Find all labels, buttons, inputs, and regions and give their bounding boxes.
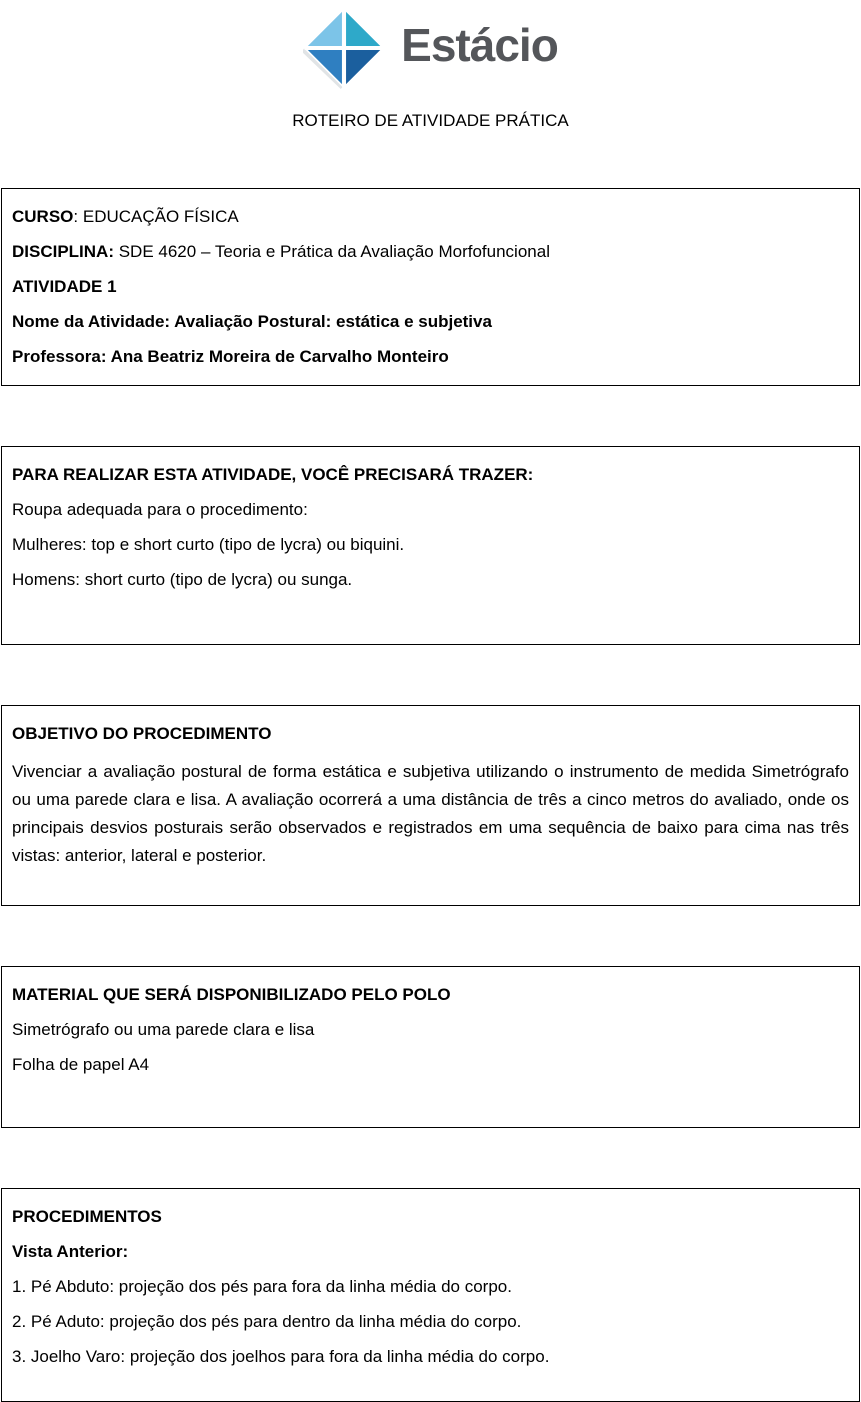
objective-box — [1, 705, 860, 906]
field-curso-value: : EDUCAÇÃO FÍSICA — [73, 207, 239, 226]
requirements-line: Homens: short curto (tipo de lycra) ou sunga. — [12, 570, 353, 589]
estacio-diamond-icon — [303, 7, 385, 89]
procedures-title: PROCEDIMENTOS — [12, 1207, 162, 1226]
field-disciplina-label: DISCIPLINA: — [12, 242, 114, 261]
field-disciplina-value: SDE 4620 – Teoria e Prática da Avaliação Morfofuncional — [114, 242, 550, 261]
requirements-box — [1, 446, 860, 645]
material-title: MATERIAL QUE SERÁ DISPONIBILIZADO PELO POLO — [12, 985, 451, 1004]
requirements-line: Mulheres: top e short curto (tipo de lycra) ou biquini. — [12, 535, 405, 554]
course-info-box — [1, 188, 860, 386]
material-box — [1, 966, 860, 1128]
field-disciplina — [12, 241, 849, 263]
field-nome-atividade: Nome da Atividade: Avaliação Postural: estática e subjetiva — [12, 312, 492, 331]
requirements-line: Roupa adequada para o procedimento: — [12, 500, 308, 519]
procedures-box — [1, 1188, 860, 1402]
material-line: Simetrógrafo ou uma parede clara e lisa — [12, 1020, 315, 1039]
logo — [0, 0, 861, 90]
field-professora: Professora: Ana Beatriz Moreira de Carvalho Monteiro — [12, 347, 449, 366]
field-curso-label: CURSO — [12, 207, 74, 226]
requirements-title: PARA REALIZAR ESTA ATIVIDADE, VOCÊ PRECISARÁ TRAZER: — [12, 465, 534, 484]
logo-text: Estácio — [401, 19, 558, 71]
procedure-item: 1. Pé Abduto: projeção dos pés para fora da linha média do corpo. — [12, 1277, 512, 1296]
procedures-subtitle: Vista Anterior: — [12, 1242, 129, 1261]
page-title: ROTEIRO DE ATIVIDADE PRÁTICA — [292, 111, 569, 130]
procedure-item: 3. Joelho Varo: projeção dos joelhos para fora da linha média do corpo. — [12, 1347, 550, 1366]
procedure-item: 2. Pé Aduto: projeção dos pés para dentro da linha média do corpo. — [12, 1312, 522, 1331]
field-atividade: ATIVIDADE 1 — [12, 277, 117, 296]
field-curso — [12, 206, 849, 228]
objective-title: OBJETIVO DO PROCEDIMENTO — [12, 724, 272, 743]
material-line: Folha de papel A4 — [12, 1055, 150, 1074]
objective-body: Vivenciar a avaliação postural de forma estática e subjetiva utilizando o instrumento de medida Simetrógrafo ou uma parede clara e lisa. A avaliação ocorrerá a uma distância de três a cinco metros do avaliado, onde os principais desvios posturais serão observados e registrados em uma sequência de baixo para cima nas três vistas: anterior, lateral e posterior. — [12, 762, 849, 865]
